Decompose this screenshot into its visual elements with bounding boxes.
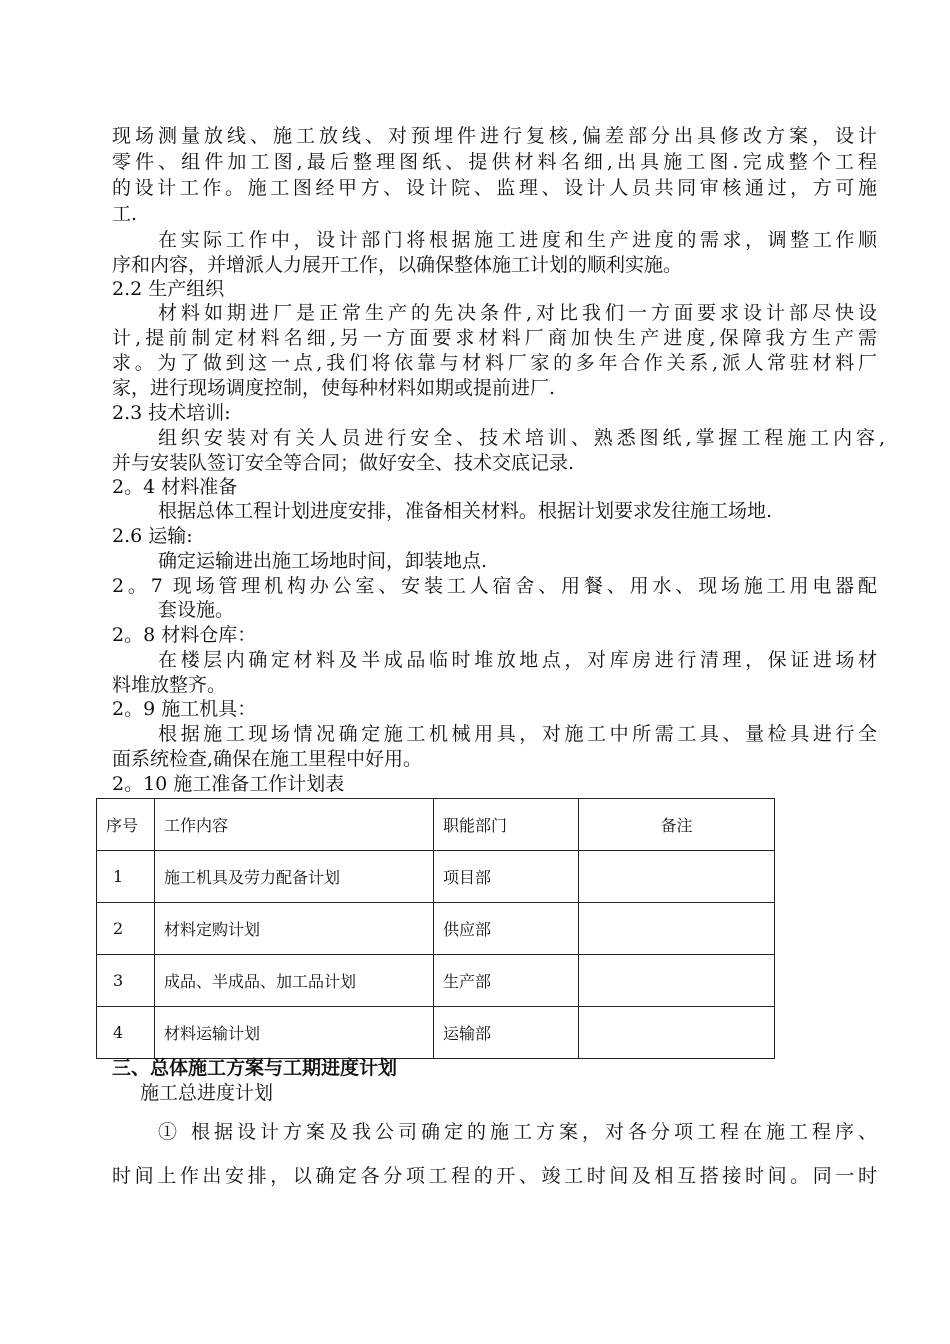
body-line: 根据施工现场情况确定施工机械用具，对施工中所需工具、量检具进行全 (158, 723, 877, 745)
table-cell-task: 材料运输计划 (155, 1007, 434, 1059)
body-line: 材料如期进厂是正常生产的先决条件,对比我们一方面要求设计部尽快设 (158, 302, 877, 324)
preparation-plan-table (96, 798, 775, 1059)
section-heading: 2。4 材料准备 (112, 476, 238, 498)
table-cell-department: 运输部 (434, 1007, 579, 1059)
table-header-cell: 工作内容 (155, 799, 434, 851)
table-row (97, 1007, 775, 1059)
body-line: 在楼层内确定材料及半成品临时堆放地点，对库房进行清理，保证进场材 (158, 649, 877, 671)
table-row (97, 903, 775, 955)
body-line: 计,提前制定材料名细,另一方面要求材料厂商加快生产进度,保障我方生产需 (112, 327, 877, 349)
table-cell-task: 施工机具及劳力配备计划 (155, 851, 434, 903)
section-heading: 2.2 生产组织 (112, 278, 225, 300)
body-line: 并与安装队签订安全等合同；做好安全、技术交底记录. (112, 452, 575, 474)
table-row (97, 851, 775, 903)
body-line: 在实际工作中，设计部门将根据施工进度和生产进度的需求，调整工作顺 (158, 229, 877, 251)
table-header-cell: 备注 (579, 799, 775, 851)
body-line: 家，进行现场调度控制，使每种材料如期或提前进厂. (112, 377, 556, 399)
table-header-cell: 序号 (97, 799, 155, 851)
section-title: 三、总体施工方案与工期进度计划 (112, 1057, 398, 1079)
body-line: 套设施。 (158, 599, 235, 621)
body-line: 时间上作出安排，以确定各分项工程的开、竣工时间及相互搭接时间。同一时 (112, 1165, 877, 1187)
table-cell-index: 4 (97, 1007, 155, 1059)
table-cell-remark (579, 955, 775, 1007)
section-heading: 2。7 现场管理机构办公室、安装工人宿舍、用餐、用水、现场施工用电器配 (112, 575, 877, 597)
table-cell-index: 2 (97, 903, 155, 955)
body-line: 确定运输进出施工场地时间，卸装地点. (158, 550, 488, 572)
table-header-row (97, 799, 775, 851)
table-cell-remark (579, 1007, 775, 1059)
section-subtitle: 施工总进度计划 (140, 1082, 274, 1104)
body-line: ① 根据设计方案及我公司确定的施工方案，对各分项工程在施工程序、 (158, 1121, 877, 1143)
section-heading: 2.6 运输: (112, 525, 193, 547)
table-row (97, 955, 775, 1007)
section-heading: 2。8 材料仓库： (112, 624, 257, 646)
body-line: 根据总体工程计划进度安排，准备相关材料。根据计划要求发往施工场地. (158, 500, 773, 522)
body-line: 现场测量放线、施工放线、对预埋件进行复核,偏差部分出具修改方案，设计 (112, 125, 877, 147)
table-cell-department: 生产部 (434, 955, 579, 1007)
table-cell-remark (579, 903, 775, 955)
table-cell-task: 材料定购计划 (155, 903, 434, 955)
body-line: 面系统检查,确保在施工里程中好用。 (112, 748, 423, 770)
body-line: 组织安装对有关人员进行安全、技术培训、熟悉图纸,掌握工程施工内容, (158, 427, 885, 449)
body-line: 序和内容，并增派人力展开工作，以确保整体施工计划的顺利实施。 (112, 254, 683, 276)
section-heading: 2.3 技术培训: (112, 402, 231, 424)
body-line: 零件、组件加工图,最后整理图纸、提供材料名细,出具施工图.完成整个工程 (112, 151, 877, 173)
table-cell-task: 成品、半成品、加工品计划 (155, 955, 434, 1007)
section-heading: 2。10 施工准备工作计划表 (112, 773, 345, 795)
body-line: 求。为了做到这一点,我们将依靠与材料厂家的多年合作关系,派人常驻材料厂 (112, 352, 877, 374)
body-line: 工. (112, 203, 138, 225)
table-cell-department: 项目部 (434, 851, 579, 903)
table-cell-index: 1 (97, 851, 155, 903)
body-line: 料堆放整齐。 (112, 674, 227, 696)
table-cell-index: 3 (97, 955, 155, 1007)
table-header-cell: 职能部门 (434, 799, 579, 851)
table-cell-remark (579, 851, 775, 903)
section-heading: 2。9 施工机具： (112, 698, 257, 720)
table-cell-department: 供应部 (434, 903, 579, 955)
body-line: 的设计工作。施工图经甲方、设计院、监理、设计人员共同审核通过，方可施 (112, 177, 877, 199)
